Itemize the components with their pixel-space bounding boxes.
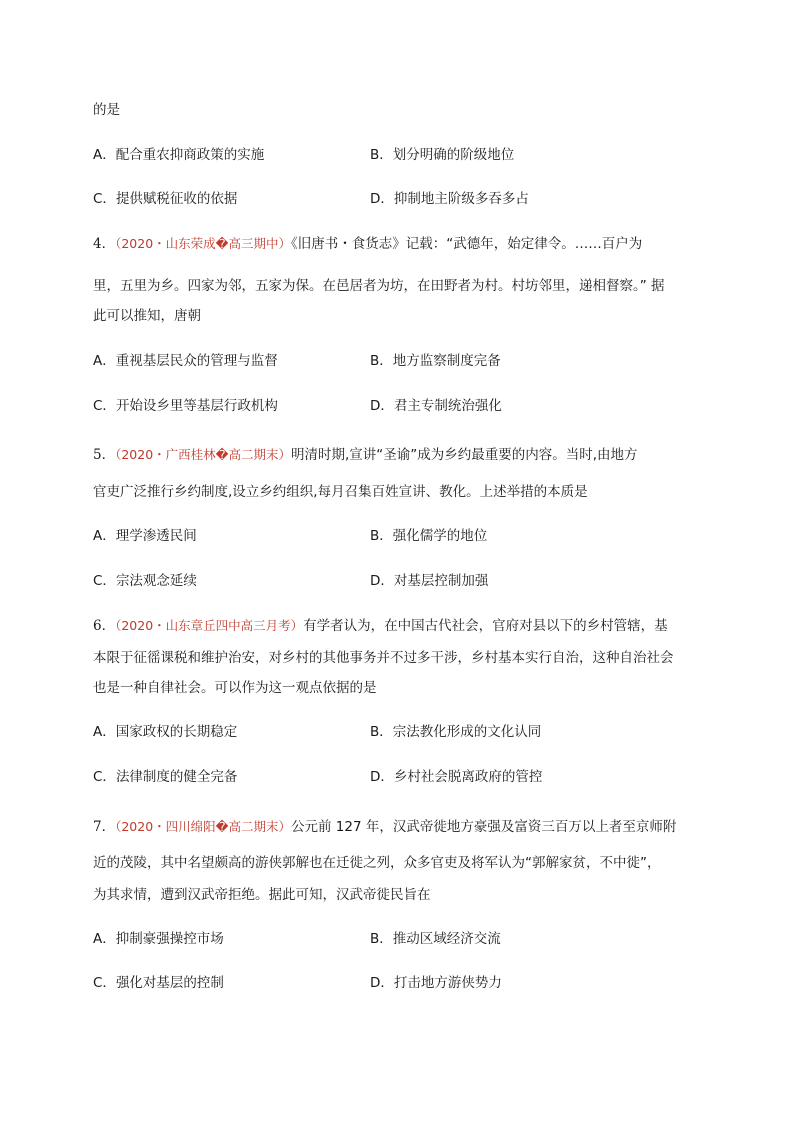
- question-number: 4．: [93, 236, 116, 252]
- question-6-line-1: 6．（2020・山东章丘四中高三月考）有学者认为，在中国古代社会，官府对县以下的乡村管辖，基: [93, 618, 668, 634]
- option-c: C．宗法观念延续: [93, 573, 197, 589]
- option-b: B．地方监察制度完备: [370, 353, 501, 369]
- option-a: A．抑制豪强操控市场: [93, 931, 224, 947]
- question-4-line-2: 里，五里为乡。四家为邻，五家为保。在邑居者为坊，在田野者为村。村坊邻里，递相督察。” 据: [93, 278, 665, 294]
- question-7-line-2: 近的茂陵，其中名望颇高的游侠郭解也在迁徙之列，众多官吏及将军认为“郭解家贫，不中徙”，: [93, 855, 661, 871]
- question-6-line-2: 本限于征徭课税和维护治安，对乡村的其他事务并不过多干涉，乡村基本实行自治，这种自治社会: [93, 650, 674, 666]
- question-number: 7．: [93, 819, 116, 835]
- question-4-line-1: 4．（2020・山东荣成�高三期中）《旧唐书・食货志》记载：“武德年，始定律令。……百户为: [93, 236, 643, 252]
- option-c: C．提供赋税征收的依据: [93, 191, 238, 207]
- option-c: C．开始设乡里等基层行政机构: [93, 398, 278, 414]
- option-d: D．抑制地主阶级多吞多占: [370, 191, 529, 207]
- option-d: D．对基层控制加强: [370, 573, 489, 589]
- option-a: A．理学渗透民间: [93, 528, 197, 544]
- question-4-line-3: 此可以推知，唐朝: [93, 308, 201, 324]
- option-c: C．强化对基层的控制: [93, 975, 224, 991]
- question-source: （2020・山东章丘四中高三月考）: [115, 618, 304, 633]
- option-b: B．强化儒学的地位: [370, 528, 488, 544]
- question-fragment-tail: 的是: [93, 102, 120, 118]
- option-b: B．宗法教化形成的文化认同: [370, 724, 542, 740]
- option-d: D．打击地方游侠势力: [370, 975, 502, 991]
- option-a: A．重视基层民众的管理与监督: [93, 353, 278, 369]
- question-7-line-1: 7．（2020・四川绵阳�高二期末）公元前 127 年，汉武帝徙地方豪强及富资三百万以上者至京师附: [93, 819, 677, 835]
- question-6-line-3: 也是一种自律社会。可以作为这一观点依据的是: [93, 680, 377, 696]
- question-number: 5．: [93, 447, 116, 463]
- question-5-line-2: 官吏广泛推行乡约制度,设立乡约组织,每月召集百姓宣讲、教化。上述举措的本质是: [93, 484, 588, 500]
- question-number: 6．: [93, 618, 116, 634]
- option-d: D．乡村社会脱离政府的管控: [370, 769, 543, 785]
- question-source: （2020・山东荣成�高三期中）: [115, 236, 291, 251]
- question-source: （2020・广西桂林�高二期末）: [115, 447, 291, 462]
- option-a: A．国家政权的长期稳定: [93, 724, 238, 740]
- question-source: （2020・四川绵阳�高二期末）: [115, 819, 291, 834]
- question-5-line-1: 5．（2020・广西桂林�高二期末）明清时期,宣讲“圣谕”成为乡约最重要的内容。当时,由地方: [93, 447, 638, 463]
- question-7-line-3: 为其求情，遭到汉武帝拒绝。据此可知，汉武帝徙民旨在: [93, 887, 431, 903]
- option-b: B．划分明确的阶级地位: [370, 147, 515, 163]
- option-d: D．君主专制统治强化: [370, 398, 502, 414]
- option-b: B．推动区域经济交流: [370, 931, 501, 947]
- option-a: A．配合重农抑商政策的实施: [93, 147, 265, 163]
- option-c: C．法律制度的健全完备: [93, 769, 238, 785]
